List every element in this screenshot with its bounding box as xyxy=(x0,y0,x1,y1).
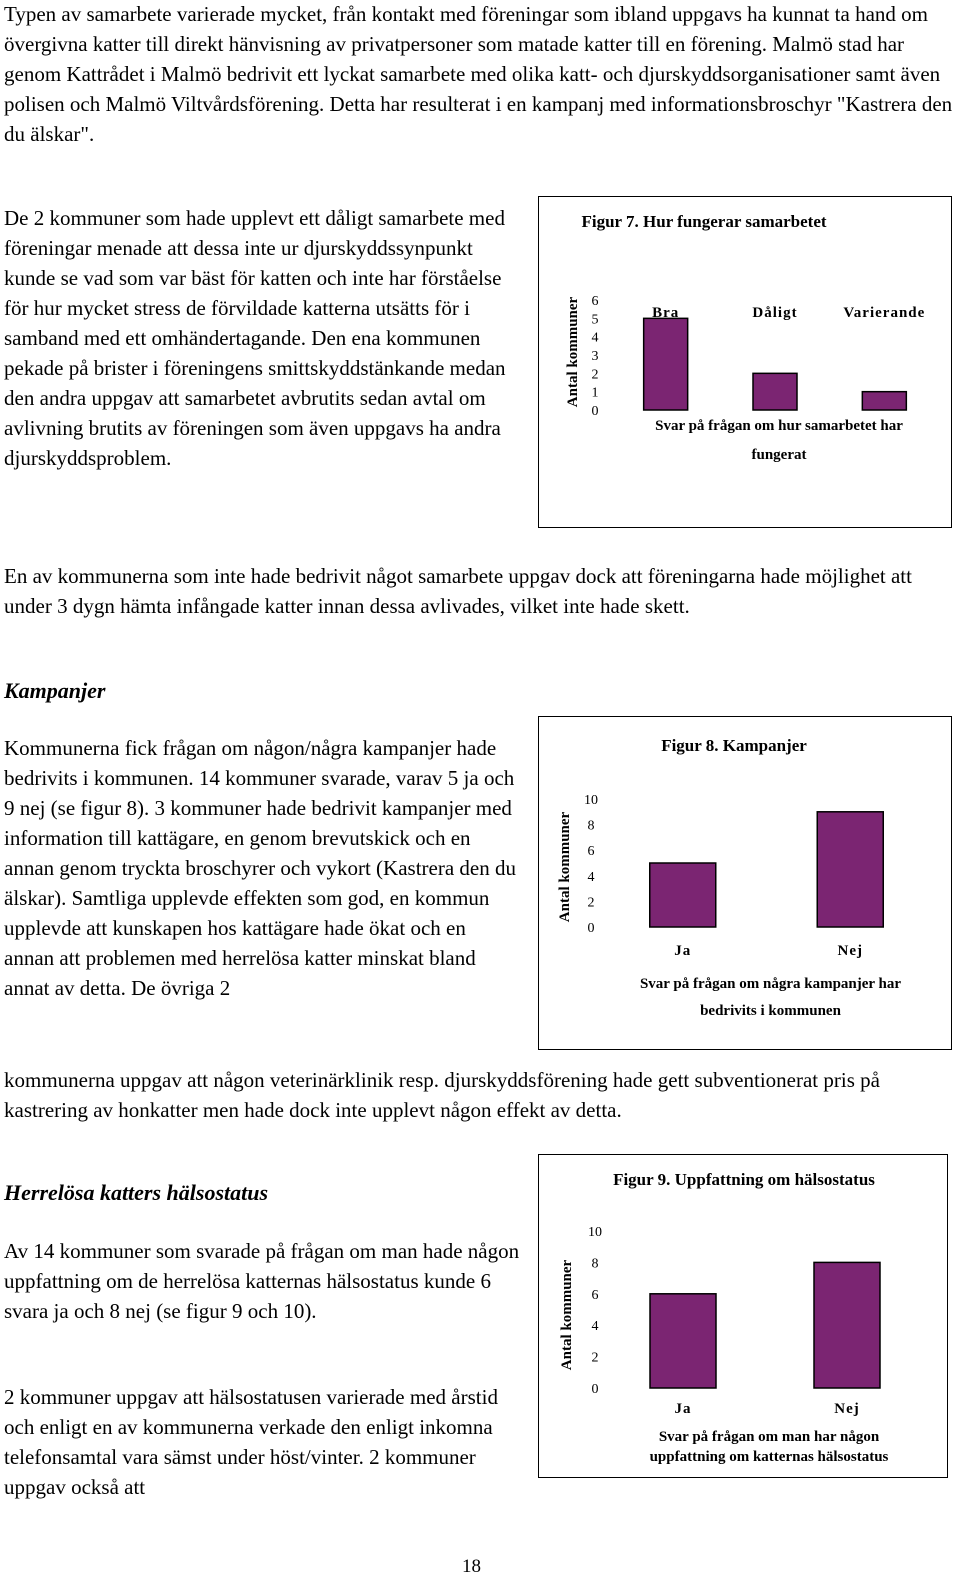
x-axis-label-line2: uppfattning om katternas hälsostatus xyxy=(649,1449,889,1465)
y-tick-label: 8 xyxy=(587,818,595,834)
y-tick-label: 1 xyxy=(591,385,599,401)
y-tick-label: 8 xyxy=(591,1256,599,1272)
y-tick-label: 4 xyxy=(591,1319,599,1335)
figure-7-chart xyxy=(538,196,952,528)
paragraph-campaigns-continued: kommunerna uppgav att någon veterinärklinik resp. djurskyddsförening hade gett subventionerat pris på kastrering av honkatter men hade dock inte upplevt någon effekt av detta. xyxy=(4,1068,880,1122)
y-tick-label: 6 xyxy=(591,294,599,309)
figure-9-chart xyxy=(538,1154,948,1478)
x-tick-label: Bra xyxy=(652,305,680,321)
x-tick-label: Ja xyxy=(674,1401,692,1417)
y-axis-label: Antal kommuner xyxy=(565,296,581,408)
x-tick-label: Nej xyxy=(834,1401,860,1417)
x-axis-label-line2: fungerat xyxy=(751,447,807,463)
heading-kampanjer: Kampanjer xyxy=(4,678,106,703)
y-tick-label: 10 xyxy=(584,793,598,808)
y-tick-label: 10 xyxy=(588,1225,602,1240)
figure-7-svg xyxy=(539,197,951,527)
bar xyxy=(644,318,688,410)
x-tick-label: Varierande xyxy=(843,305,926,321)
paragraph-intro: Typen av samarbete varierade mycket, från kontakt med föreningar som ibland uppgavs ha kunnat ta hand om övergivna katter till direkt hänvisning av privatpersoner som matade katter till en förening. Malmö stad har genom Kattrådet i Malmö bedrivit ett lyckat samarbete med olika katt- och djurskyddsorganisationer samt även polisen och Malmö Viltvårdsförening. Detta har resulterat i en kampanj med informationsbroschyr "Kastrera den du älskar". xyxy=(4,2,953,146)
figure-9-svg xyxy=(539,1155,947,1477)
bar xyxy=(650,863,716,927)
x-tick-label: Ja xyxy=(674,943,692,959)
x-tick-label: Dåligt xyxy=(752,305,798,321)
y-tick-label: 2 xyxy=(591,367,599,383)
x-axis-label-line2: bedrivits i kommunen xyxy=(700,1003,841,1019)
paragraph-health-status: Av 14 kommuner som svarade på frågan om man hade någon uppfattning om de herrelösa katternas hälsostatus kunde 6 svara ja och 8 nej (se figur 9 och 10). xyxy=(4,1239,520,1323)
paragraph-campaigns: Kommunerna fick frågan om någon/några kampanjer hade bedrivits i kommunen. 14 kommuner svarade, varav 5 ja och 9 nej (se figur 8). 3 kommuner hade bedrivit kampanjer med information till kattägare, en genom brevutskick och en annan genom tryckta broschyrer och vykort (Kastrera den du älskar). Samtliga upplevde effekten som god, en kommun upplevde att kunskapen hos kattägare hade ökat och en annan att problemen med herrelösa katter minskat bland annat av detta. De övriga 2 xyxy=(4,736,516,1000)
y-tick-label: 0 xyxy=(591,1382,599,1397)
page-number: 18 xyxy=(462,1556,481,1577)
y-axis-label: Antal kommuner xyxy=(557,811,573,923)
y-axis-label: Antal kommuner xyxy=(559,1259,575,1371)
chart-title: Figur 7. Hur fungerar samarbetet xyxy=(581,212,827,231)
y-tick-label: 2 xyxy=(587,895,595,911)
y-tick-label: 2 xyxy=(591,1350,599,1366)
y-tick-label: 5 xyxy=(591,312,599,328)
bar xyxy=(814,1262,880,1388)
chart-title: Figur 9. Uppfattning om hälsostatus xyxy=(613,1170,875,1189)
y-tick-label: 6 xyxy=(587,844,595,860)
chart-title: Figur 8. Kampanjer xyxy=(661,736,807,755)
bar xyxy=(753,373,797,410)
paragraph-bad-cooperation: De 2 kommuner som hade upplevt ett dåligt samarbete med föreningar menade att dessa inte ur djurskyddssynpunkt kunde se vad som var bäst för katten och inte har förståelse för hur mycket stress de förvildade katterna utsätts för i samband med ett omhändertagande. Den ena kommunen pekade på brister i föreningens smittskyddstänkande medan den andra uppgav att samarbetet avbrutits sedan avtal om avlivning brutits av föreningen som även uppgavs ha andra djurskyddsproblem. xyxy=(4,206,506,470)
figure-8-chart xyxy=(538,716,952,1050)
bar xyxy=(862,392,906,410)
y-tick-label: 0 xyxy=(587,921,595,936)
bar xyxy=(650,1294,716,1388)
paragraph-no-cooperation: En av kommunerna som inte hade bedrivit något samarbete uppgav dock att föreningarna hade möjlighet att under 3 dygn hämta infångade katter innan dessa avlivades, vilket inte hade skett. xyxy=(4,564,912,618)
x-axis-label-line1: Svar på frågan om några kampanjer har xyxy=(639,976,902,992)
x-axis-label-line1: Svar på frågan om hur samarbetet har xyxy=(655,418,903,434)
figure-8-svg xyxy=(539,717,951,1049)
y-tick-label: 6 xyxy=(591,1287,599,1303)
y-tick-label: 3 xyxy=(591,349,599,364)
bar xyxy=(817,812,883,927)
x-axis-label-line1: Svar på frågan om man har någon xyxy=(658,1429,880,1445)
x-tick-label: Nej xyxy=(837,943,863,959)
y-tick-label: 4 xyxy=(591,330,599,346)
heading-halsostatus: Herrelösa katters hälsostatus xyxy=(4,1180,269,1205)
y-tick-label: 0 xyxy=(591,404,599,419)
y-tick-label: 4 xyxy=(587,869,595,885)
paragraph-health-variation: 2 kommuner uppgav att hälsostatusen varierade med årstid och enligt en av kommunerna verkade den enligt inkomna telefonsamtal vara sämst under höst/vinter. 2 kommuner uppgav också att xyxy=(4,1385,498,1499)
